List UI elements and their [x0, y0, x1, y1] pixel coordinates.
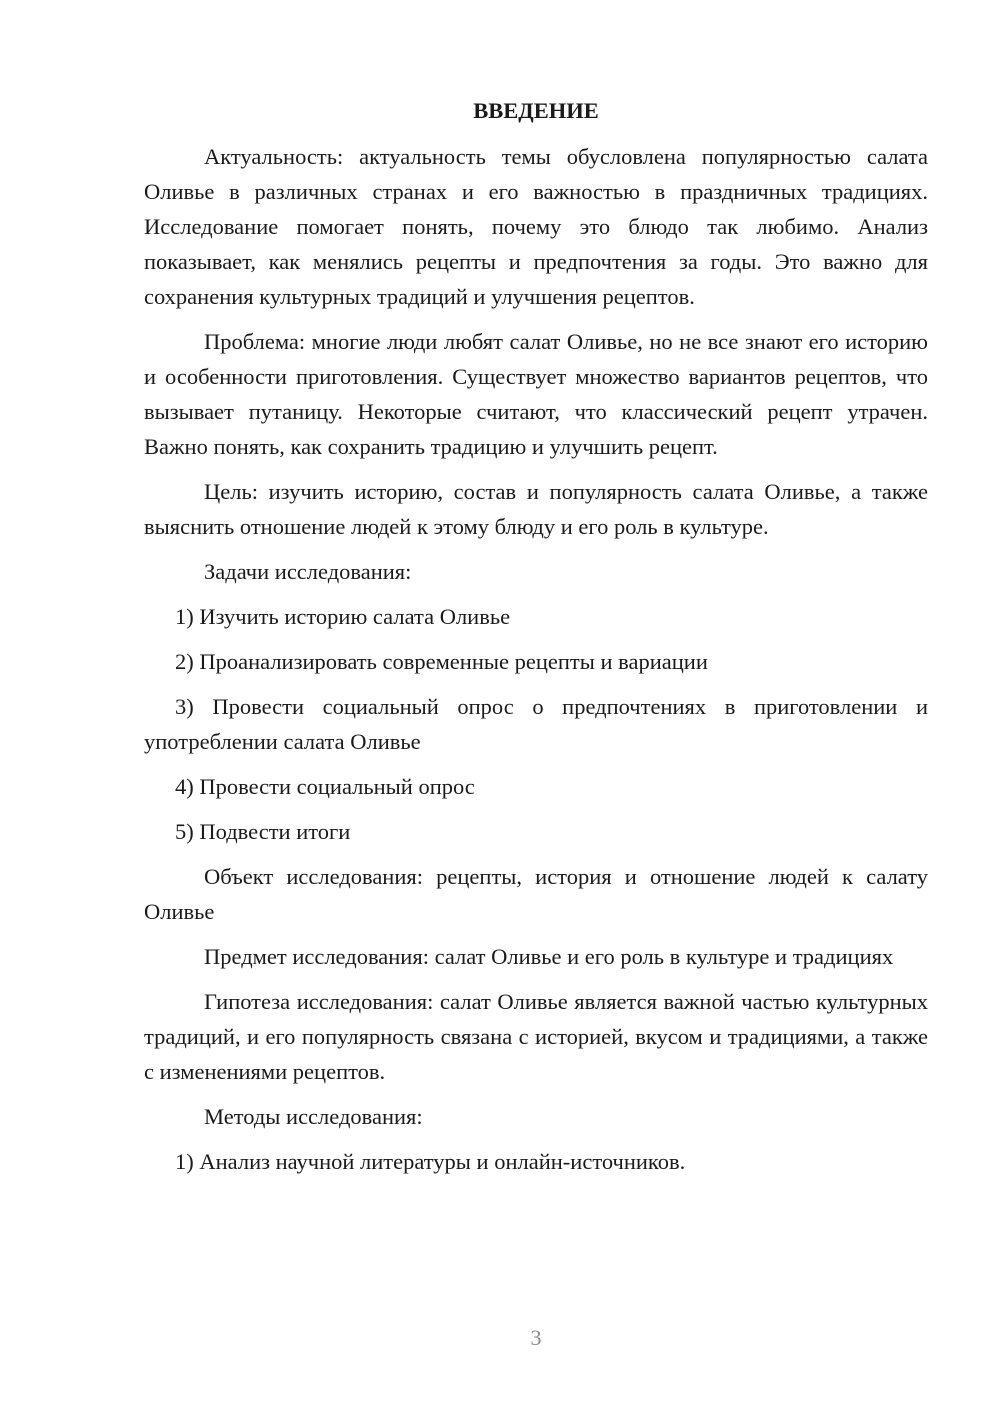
- task-item: 4) Провести социальный опрос: [175, 774, 475, 799]
- task-item: 2) Проанализировать современные рецепты и вариации: [175, 649, 708, 674]
- task-item: 3) Провести социальный опрос о предпочтениях в приготовлении и употреблении салата Оливье: [144, 694, 928, 754]
- task-item: 5) Подвести итоги: [175, 819, 351, 844]
- problem-paragraph: Проблема: многие люди любят салат Оливье, но не все знают его историю и особенности приготовления. Существует множество вариантов рецептов, что вызывает путаницу. Некоторые считают, что классический рецепт утрачен. Важно понять, как сохранить традицию и улучшить рецепт.: [144, 329, 928, 459]
- subject-paragraph: Предмет исследования: салат Оливье и его роль в культуре и традициях: [204, 944, 894, 969]
- object-paragraph: Объект исследования: рецепты, история и отношение людей к салату Оливье: [144, 864, 928, 924]
- section-title: ВВЕДЕНИЕ: [473, 98, 599, 123]
- goal-paragraph: Цель: изучить историю, состав и популярность салата Оливье, а также выяснить отношение людей к этому блюду и его роль в культуре.: [144, 479, 928, 539]
- relevance-paragraph: Актуальность: актуальность темы обусловлена популярностью салата Оливье в различных странах и его важностью в праздничных традициях. Исследование помогает понять, почему это блюдо так любимо. Анализ показывает, как менялись рецепты и предпочтения за годы. Это важно для сохранения культурных традиций и улучшения рецептов.: [144, 144, 928, 309]
- document-body: [144, 93, 928, 1189]
- methods-heading: Методы исследования:: [204, 1104, 423, 1129]
- page-number: 3: [530, 1325, 542, 1350]
- task-item: 1) Изучить историю салата Оливье: [175, 604, 511, 629]
- hypothesis-paragraph: Гипотеза исследования: салат Оливье является важной частью культурных традиций, и его популярность связана с историей, вкусом и традициями, а также с изменениями рецептов.: [144, 989, 928, 1084]
- tasks-heading: Задачи исследования:: [204, 559, 412, 584]
- method-item: 1) Анализ научной литературы и онлайн-источников.: [175, 1149, 686, 1174]
